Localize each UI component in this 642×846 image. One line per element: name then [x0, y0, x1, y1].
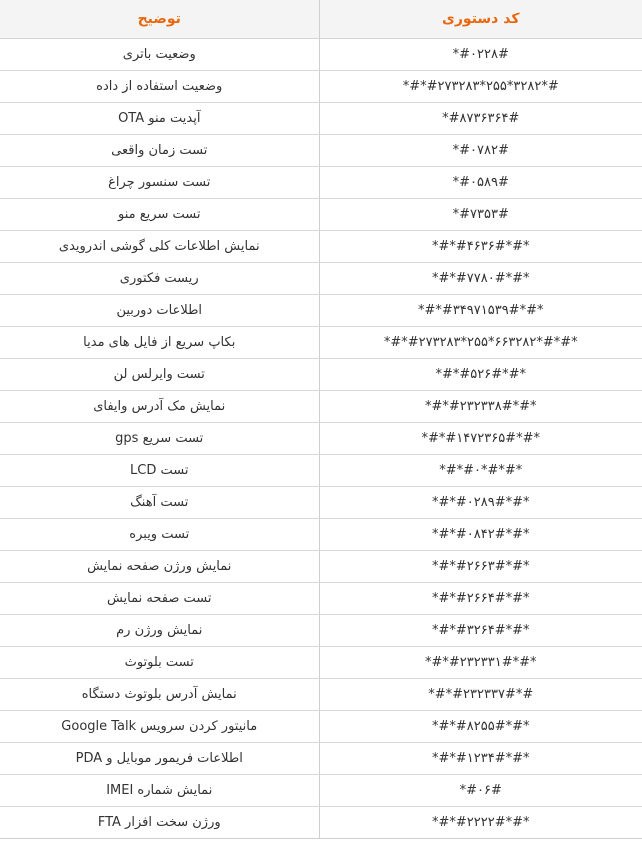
description-cell: نمایش اطلاعات کلی گوشی اندرویدی — [0, 231, 319, 263]
code-cell: *#*#۳۲۶۴#*#* — [319, 615, 642, 647]
table-row — [0, 615, 642, 647]
description-cell: نمایش آدرس بلوتوث دستگاه — [0, 679, 319, 711]
description-column-header: توضیح — [0, 0, 319, 39]
table-row — [0, 359, 642, 391]
code-cell: *#*#۲۷۳۲۸۳*۲۵۵*۶۶۳۲۸۲*#*#* — [319, 327, 642, 359]
code-cell: *#*#۴۶۳۶#*#* — [319, 231, 642, 263]
code-cell: *#۰۵۸۹# — [319, 167, 642, 199]
description-cell: تست وایرلس لن — [0, 359, 319, 391]
code-cell: *#*#۷۷۸۰#*#* — [319, 263, 642, 295]
code-cell: *#*#۲۳۲۳۳۸#*#* — [319, 391, 642, 423]
description-cell: وضعیت استفاده از داده — [0, 71, 319, 103]
code-cell: *#۰۲۲۸# — [319, 39, 642, 71]
code-column-header: کد دستوری — [319, 0, 642, 39]
description-cell: تست LCD — [0, 455, 319, 487]
code-cell: *#۷۳۵۳# — [319, 199, 642, 231]
description-cell: اطلاعات دوربین — [0, 295, 319, 327]
description-cell: آپدیت منو OTA — [0, 103, 319, 135]
description-cell: تست سریع gps — [0, 423, 319, 455]
table-row — [0, 327, 642, 359]
code-cell: *#*#۲۷۳۲۸۳*۲۵۵*۳۲۸۲*# — [319, 71, 642, 103]
table-row — [0, 391, 642, 423]
table-row — [0, 807, 642, 839]
description-cell: مانیتور کردن سرویس Google Talk — [0, 711, 319, 743]
table-row — [0, 711, 642, 743]
code-cell: *#*#۰*#*#* — [319, 455, 642, 487]
table-row — [0, 231, 642, 263]
table-row — [0, 487, 642, 519]
description-cell: تست ویبره — [0, 519, 319, 551]
description-cell: تست زمان واقعی — [0, 135, 319, 167]
code-cell: *#*#۸۲۵۵#*#* — [319, 711, 642, 743]
code-cell: *#*#۱۴۷۲۳۶۵#*#* — [319, 423, 642, 455]
table-row — [0, 519, 642, 551]
code-cell: *#*#۲۶۶۳#*#* — [319, 551, 642, 583]
description-cell: ریست فکتوری — [0, 263, 319, 295]
code-cell: *#۰۷۸۲# — [319, 135, 642, 167]
table-row — [0, 135, 642, 167]
description-cell: تست بلوتوث — [0, 647, 319, 679]
code-cell: *#*#۲۳۲۳۳۷#*# — [319, 679, 642, 711]
table-row — [0, 647, 642, 679]
table-row — [0, 583, 642, 615]
table-row — [0, 103, 642, 135]
code-cell: *#*#۲۳۲۳۳۱#*#* — [319, 647, 642, 679]
code-cell: *#*#۰۲۸۹#*#* — [319, 487, 642, 519]
code-cell: *#*#۰۸۴۲#*#* — [319, 519, 642, 551]
table-row — [0, 551, 642, 583]
table-row — [0, 679, 642, 711]
description-cell: ورژن سخت افزار FTA — [0, 807, 319, 839]
description-cell: نمایش شماره IMEI — [0, 775, 319, 807]
description-cell: تست صفحه نمایش — [0, 583, 319, 615]
description-cell: تست سنسور چراغ — [0, 167, 319, 199]
description-cell: نمایش مک آدرس وایفای — [0, 391, 319, 423]
description-cell: نمایش ورژن صفحه نمایش — [0, 551, 319, 583]
table-row — [0, 423, 642, 455]
table-row — [0, 775, 642, 807]
table-row — [0, 295, 642, 327]
code-cell: *#*#۳۴۹۷۱۵۳۹#*#* — [319, 295, 642, 327]
code-cell: *#*#۲۶۶۴#*#* — [319, 583, 642, 615]
description-cell: تست آهنگ — [0, 487, 319, 519]
table-row — [0, 199, 642, 231]
description-cell: تست سریع منو — [0, 199, 319, 231]
table-row — [0, 743, 642, 775]
table-row — [0, 263, 642, 295]
table-row — [0, 455, 642, 487]
code-cell: *#۸۷۳۶۳۶۴# — [319, 103, 642, 135]
code-cell: *#*#۵۲۶#*#* — [319, 359, 642, 391]
table-row — [0, 71, 642, 103]
code-cell: *#*#۱۲۳۴#*#* — [319, 743, 642, 775]
description-cell: وضعیت باتری — [0, 39, 319, 71]
table-row — [0, 167, 642, 199]
code-cell: *#۰۶# — [319, 775, 642, 807]
code-cell: *#*#۲۲۲۲#*#* — [319, 807, 642, 839]
description-cell: نمایش ورژن رم — [0, 615, 319, 647]
table-row — [0, 39, 642, 71]
description-cell: اطلاعات فریمور موبایل و PDA — [0, 743, 319, 775]
table-header-row — [0, 0, 642, 39]
description-cell: بکاپ سریع از فایل های مدیا — [0, 327, 319, 359]
